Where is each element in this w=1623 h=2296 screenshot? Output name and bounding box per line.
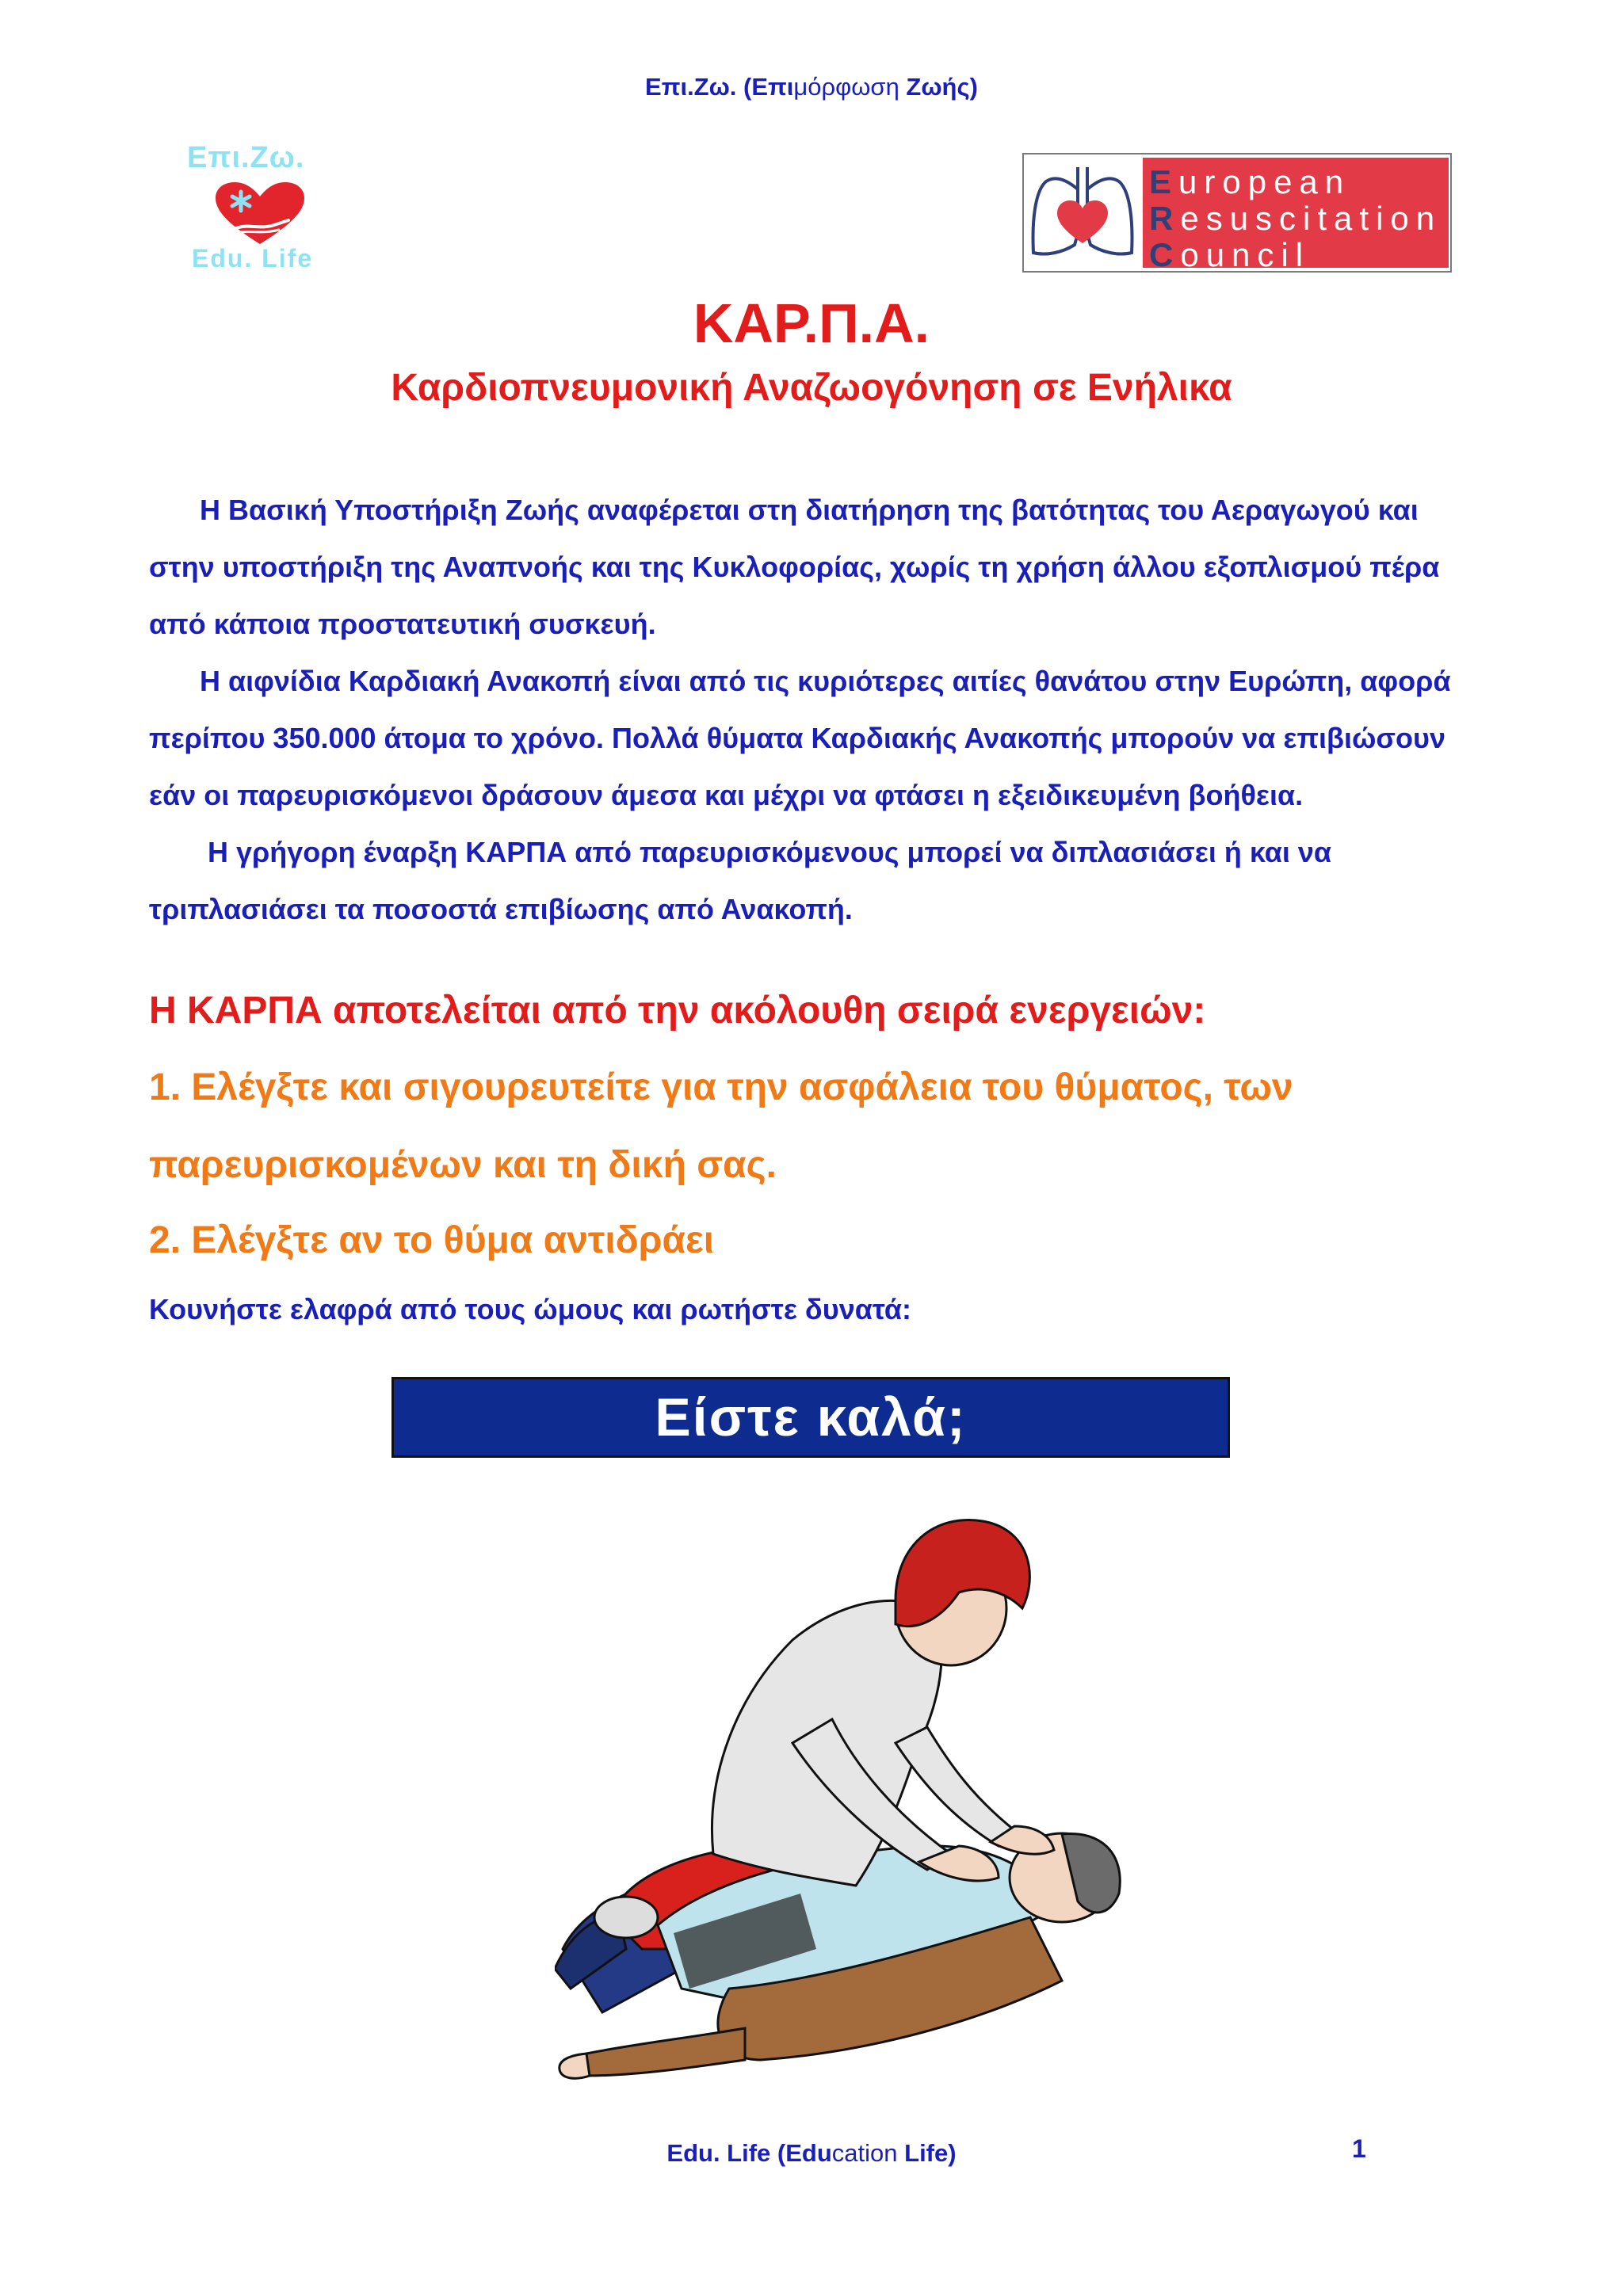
heart-hand-icon <box>212 181 307 247</box>
logo-left-bottom-text: Edu. Life <box>192 244 314 273</box>
erc-row-european: European <box>1149 163 1351 200</box>
header-bold-part: Επι.Ζω. (Επι <box>645 73 794 101</box>
paragraph-text: Η γρήγορη έναρξη ΚΑΡΠΑ από παρευρισκόμενους μπορεί να διπλασιάσει ή και να τριπλασιάσει τα ποσοστά επιβίωσης από Ανακοπή. <box>149 836 1332 925</box>
page-title: ΚΑΡ.Π.Α. <box>693 292 930 354</box>
shake-instruction: Κουνήστε ελαφρά από τους ώμους και ρωτήστε δυνατά: <box>149 1293 912 1325</box>
lungs-heart-icon <box>1027 158 1138 268</box>
step-1-line-1: 1. Ελέγξτε και σιγουρευτείτε για την ασφάλεια του θύματος, των <box>149 1066 1293 1108</box>
erc-row-resuscitation: Resuscitation <box>1149 200 1442 237</box>
header-bold-end: Ζωής) <box>899 73 978 101</box>
sequence-heading: Η ΚΑΡΠΑ αποτελείται από την ακόλουθη σειρά ενεργειών: <box>149 990 1206 1032</box>
step-2: 2. Ελέγξτε αν το θύμα αντιδράει <box>149 1219 715 1261</box>
footer-bold-part: Edu. Life (Edu <box>666 2139 832 2167</box>
paragraph <box>149 482 1488 653</box>
paragraph <box>149 824 1488 938</box>
footer-thin-part: cation <box>831 2139 898 2167</box>
page-subtitle: Καρδιοπνευμονική Αναζωογόνηση σε Ενήλικα <box>391 367 1232 409</box>
question-text: Είστε καλά; <box>655 1387 967 1447</box>
question-box <box>391 1377 1230 1458</box>
header-thin-part: μόρφωση <box>793 73 899 101</box>
paragraph-text: Η αιφνίδια Καρδιακή Ανακοπή είναι από τις κυριότερες αιτίες θανάτου στην Ευρώπη, αφορά περίπου 350.000 άτομα το χρόνο. Πολλά θύματα Καρδιακής Ανακοπής μπορούν να επιβιώσουν εάν οι παρευρισκόμενοι δράσουν άμεσα και μέχρι να φτάσει η εξειδικευμένη βοήθεια. <box>149 665 1451 811</box>
logo-left-top-text: Επι.Ζω. <box>187 141 305 174</box>
page-footer <box>0 2139 1623 2168</box>
footer-bold-end: Life) <box>897 2139 957 2167</box>
paragraph <box>149 653 1488 824</box>
edu-life-logo <box>181 141 331 276</box>
page-header <box>0 73 1623 101</box>
intro-text <box>149 482 1488 938</box>
cpr-responsiveness-illustration <box>555 1505 1205 2107</box>
page-number: 1 <box>1352 2134 1366 2163</box>
erc-logo <box>1022 153 1452 273</box>
step-1-line-2: παρευρισκομένων και τη δική σας. <box>149 1144 777 1186</box>
erc-row-council: Council <box>1149 236 1311 273</box>
paragraph-text: Η Βασική Υποστήριξη Ζωής αναφέρεται στη διατήρηση της βατότητας του Αεραγωγού και στην υποστήριξη της Αναπνοής και της Κυκλοφορίας, χωρίς τη χρήση άλλου εξοπλισμού πέρα από κάποια προστατευτική συσκευή. <box>149 494 1440 640</box>
